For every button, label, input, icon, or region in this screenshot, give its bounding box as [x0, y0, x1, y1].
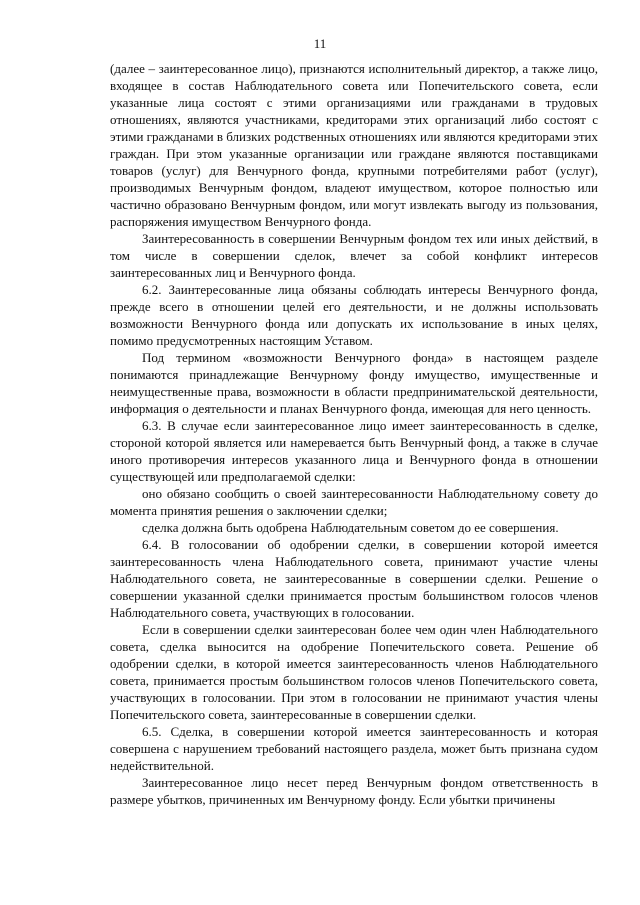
- paragraph-continuation: (далее – заинтересованное лицо), признаются исполнительный директор, а также лицо, входящее в состав Наблюдательного совета или Попечительского совета, если указанные лица состоят с этими организациями или гражданами в трудовых отношениях, являются участниками, кредиторами этих организаций либо состоят с этими гражданами в близких родственных отношениях или являются кредиторами этих граждан. При этом указанные организации или граждане являются поставщиками товаров (услуг) для Венчурного фонда, крупными потребителями работ (услуг), производимых Венчурным фондом, владеют имуществом, которое полностью или частично образовано Венчурным фондом, или могут извлекать выгоду из пользования, распоряжения имуществом Венчурного фонда.: [110, 61, 598, 229]
- paragraph-obligation-report: оно обязано сообщить о своей заинтересованности Наблюдательному совету до момента принятия решения о заключении сделки;: [110, 486, 598, 518]
- page-number: 11: [313, 36, 327, 51]
- paragraph-6-2: 6.2. Заинтересованные лица обязаны соблюдать интересы Венчурного фонда, прежде всего в отношении целей его деятельности, и не должны использовать возможности Венчурного фонда или допускать их использование в иных целях, помимо предусмотренных настоящим Уставом.: [110, 282, 598, 348]
- document-body: [110, 60, 598, 808]
- paragraph-6-5: 6.5. Сделка, в совершении которой имеется заинтересованность и которая совершена с нарушением требований настоящего раздела, может быть признана судом недействительной.: [110, 724, 598, 773]
- paragraph-liability: Заинтересованное лицо несет перед Венчурным фондом ответственность в размере убытков, причиненных им Венчурному фонду. Если убытки причинены: [110, 775, 598, 807]
- paragraph-6-4: 6.4. В голосовании об одобрении сделки, в совершении которой имеется заинтересованность члена Наблюдательного совета, принимают участие члены Наблюдательного совета, не заинтересованные в совершении сделки. Решение о совершении указанной сделки принимается простым большинством голосов членов Наблюдательного совета, участвующих в голосовании.: [110, 537, 598, 620]
- paragraph-multiple-interested: Если в совершении сделки заинтересован более чем один член Наблюдательного совета, сделка выносится на одобрение Попечительского совета. Решение об одобрении сделки, в которой имеется заинтересованность членов Наблюдательного совета, принимается простым большинством голосов членов Попечительского совета, участвующих в голосовании. При этом в голосовании не принимают участия члены Попечительского совета, заинтересованные в совершении сделки.: [110, 622, 598, 722]
- paragraph-fund-opportunities: Под термином «возможности Венчурного фонда» в настоящем разделе понимаются принадлежащие Венчурному фонду имущество, имущественные и неимущественные права, возможности в области предпринимательской деятельности, информация о деятельности и планах Венчурного фонда, имеющая для него ценность.: [110, 350, 598, 416]
- paragraph-interest-conflict: Заинтересованность в совершении Венчурным фондом тех или иных действий, в том числе в совершении сделок, влечет за собой конфликт интересов заинтересованных лиц и Венчурного фонда.: [110, 231, 598, 280]
- paragraph-deal-approval: сделка должна быть одобрена Наблюдательным советом до ее совершения.: [142, 520, 559, 535]
- paragraph-6-3: 6.3. В случае если заинтересованное лицо имеет заинтересованность в сделке, стороной которой является или намеревается быть Венчурный фонд, а также в случае иного противоречия интересов указанного лица и Венчурного фонда в отношении существующей или предполагаемой сделки:: [110, 418, 598, 484]
